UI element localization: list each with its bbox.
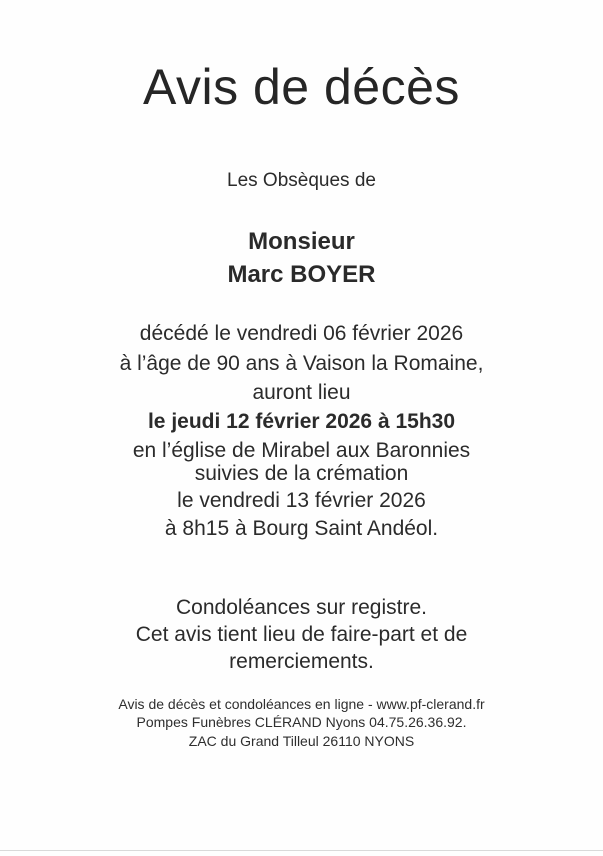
ceremony-date: le jeudi 12 février 2026 à 15h30 bbox=[147, 410, 456, 433]
footer-company-line: Pompes Funèbres CLÉRAND Nyons 04.75.26.36.92. bbox=[136, 714, 467, 730]
detail-line: suivies de la crémation bbox=[194, 462, 409, 485]
footer-address-line: ZAC du Grand Tilleul 26110 NYONS bbox=[188, 733, 415, 749]
detail-line: décédé le vendredi 06 février 2026 bbox=[139, 322, 464, 345]
detail-line: en l’église de Mirabel aux Baronnies bbox=[132, 439, 471, 462]
deceased-honorific: Monsieur bbox=[248, 228, 355, 255]
detail-line: à l’âge de 90 ans à Vaison la Romaine, bbox=[119, 352, 484, 375]
page-bottom-edge bbox=[0, 850, 603, 851]
deceased-name: Marc BOYER bbox=[227, 261, 376, 288]
notice-title: Avis de décès bbox=[143, 59, 460, 115]
notice-intro: Les Obsèques de bbox=[227, 170, 376, 191]
detail-line: auront lieu bbox=[252, 381, 351, 404]
footer-website-line: Avis de décès et condoléances en ligne - www.pf-clerand.fr bbox=[118, 696, 485, 712]
closing-line: Condoléances sur registre. bbox=[176, 596, 427, 619]
detail-line: le vendredi 13 février 2026 bbox=[177, 489, 426, 512]
detail-line: à 8h15 à Bourg Saint Andéol. bbox=[164, 517, 439, 540]
closing-line: Cet avis tient lieu de faire-part et de bbox=[135, 623, 468, 646]
closing-line: remerciements. bbox=[229, 650, 374, 673]
